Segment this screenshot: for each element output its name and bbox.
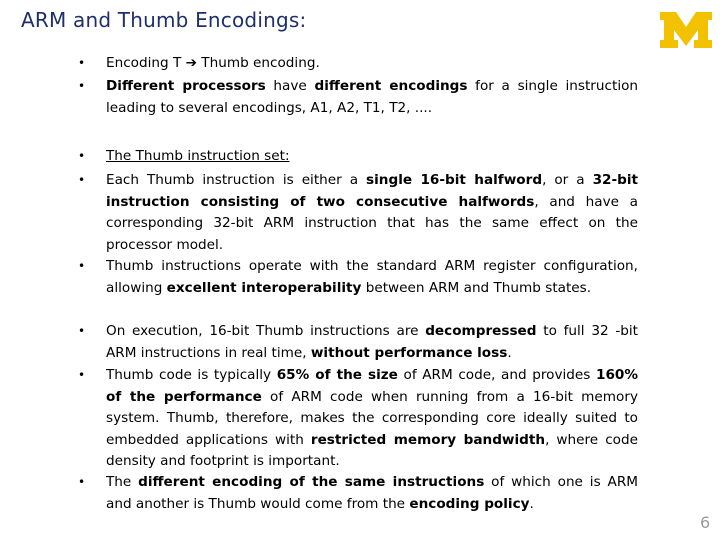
bullet-item-encoding-policy <box>78 472 638 515</box>
page-number: 6 <box>700 513 711 532</box>
bullet-text: Thumb instructions operate with the standard ARM register configuration, allowing excellent interoperability between ARM and Thumb states. <box>106 258 638 296</box>
bullet-item-thumb-instruction-set <box>78 146 638 168</box>
bullet-marker: • <box>78 259 86 273</box>
arrow-right-icon: ➔ <box>185 55 197 71</box>
bullet-marker: • <box>78 475 86 489</box>
bullet-text: On execution, 16-bit Thumb instructions are decompressed to full 32 -bit ARM instructions in real time, without performance loss. <box>106 323 638 361</box>
bullet-text: Different processors have different encodings for a single instruction leading to several encodings, A1, A2, T1, T2, .... <box>106 78 639 116</box>
slide-title: ARM and Thumb Encodings: <box>21 8 307 32</box>
university-michigan-logo <box>658 10 714 50</box>
bullet-text: Thumb code is typically 65% of the size of ARM code, and provides 160% of the performance of ARM code when running from a 16-bit memory system. Thumb, therefore, makes the corresponding core ideally suited to embedded applications with restricted memory bandwidth, where code density and footprint is important. <box>106 367 638 469</box>
block-m-icon <box>660 12 712 48</box>
bullet-marker: • <box>78 56 86 70</box>
bullet-marker: • <box>78 79 86 93</box>
bullet-text: The Thumb instruction set: <box>106 148 290 164</box>
bullet-item-on-execution <box>78 321 638 364</box>
bullet-text: Each Thumb instruction is either a single 16-bit halfword, or a 32-bit instruction consisting of two consecutive halfwords, and have a corresponding 32-bit ARM instruction that has the same effect on the processor model. <box>106 172 639 253</box>
bullet-text: Encoding T ➔ Thumb encoding. <box>106 55 320 71</box>
bullet-item-register-configuration <box>78 256 638 299</box>
bullet-item-encoding-t <box>78 53 638 75</box>
bullet-marker: • <box>78 149 86 163</box>
bullet-item-different-processors <box>78 76 639 119</box>
bullet-item-code-size <box>78 365 638 473</box>
bullet-marker: • <box>78 368 86 382</box>
bullet-marker: • <box>78 173 86 187</box>
bullet-marker: • <box>78 324 86 338</box>
bullet-item-each-thumb-instruction <box>78 170 639 256</box>
bullet-text: The different encoding of the same instructions of which one is ARM and another is Thumb would come from the encoding policy. <box>106 474 638 512</box>
